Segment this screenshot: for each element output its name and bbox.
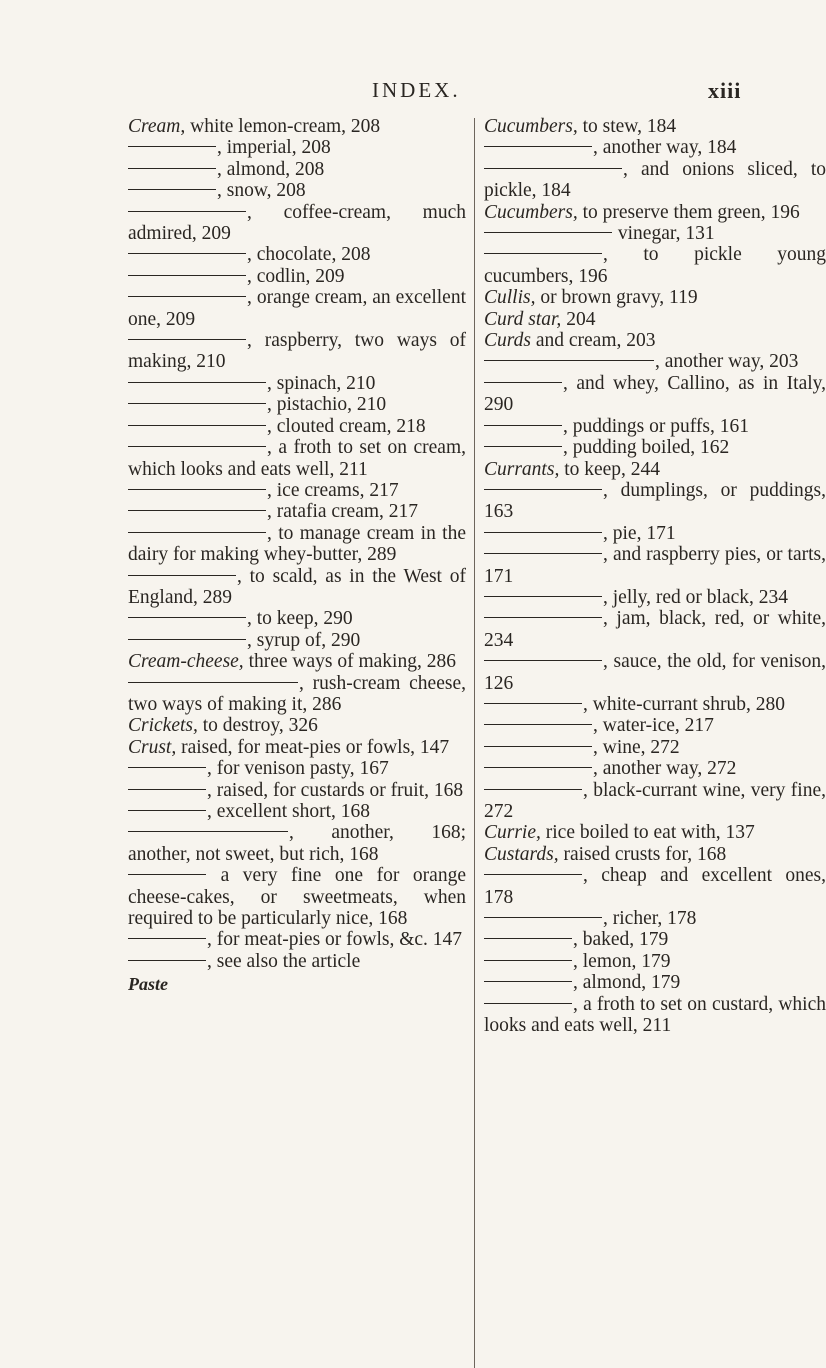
- index-entry: [484, 737, 826, 758]
- index-entry: [484, 844, 826, 865]
- index-entry: [128, 566, 466, 609]
- index-entry: [128, 929, 466, 950]
- entry-text: , for meat-pies or fowls, &c. 147: [207, 929, 463, 951]
- entry-text: three ways of making, 286: [243, 651, 456, 673]
- entry-text: or brown gravy, 119: [535, 287, 698, 309]
- index-entry: [484, 780, 826, 823]
- entry-text: , chocolate, 208: [247, 244, 371, 266]
- index-entry: [128, 394, 466, 415]
- entry-heading: Cream-cheese,: [128, 651, 244, 673]
- ditto-rule: [484, 703, 582, 704]
- ditto-rule: [128, 253, 246, 254]
- catchword: Paste: [128, 974, 168, 995]
- ditto-rule: [128, 382, 266, 383]
- entry-text: , syrup of, 290: [247, 629, 361, 651]
- index-entry: [484, 244, 826, 287]
- entry-text: , coffee-cream, much admired, 209: [128, 201, 466, 245]
- entry-text: rice boiled to eat with, 137: [540, 822, 755, 844]
- entry-text: and cream, 203: [530, 330, 656, 352]
- ditto-rule: [484, 746, 592, 747]
- ditto-rule: [128, 960, 206, 961]
- entry-text: , lemon, 179: [573, 950, 671, 972]
- entry-text: , imperial, 208: [217, 137, 331, 159]
- entry-text: , black-currant wine, very fine, 272: [484, 779, 826, 822]
- entry-text: , and whey, Callino, as in Italy, 290: [484, 372, 826, 416]
- index-entry: [128, 116, 466, 137]
- entry-text: , cheap and excellent ones, 178: [484, 865, 826, 908]
- entry-text: , a froth to set on cream, which looks and eats well, 211: [128, 437, 466, 480]
- ditto-rule: [484, 789, 582, 790]
- index-entry: [128, 523, 466, 566]
- index-entry: [128, 266, 466, 287]
- index-entry: [128, 865, 466, 929]
- ditto-rule: [484, 981, 572, 982]
- index-entry: [128, 651, 466, 672]
- entry-text: white lemon-cream, 208: [185, 116, 381, 137]
- index-entry: [484, 822, 826, 843]
- ditto-rule: [484, 425, 562, 426]
- index-entry: [128, 416, 466, 437]
- index-entry: [128, 501, 466, 522]
- index-entry: [484, 437, 826, 458]
- right-index-column: [484, 116, 826, 1036]
- entry-heading: Cream,: [128, 116, 186, 137]
- index-entry: [484, 651, 826, 694]
- ditto-rule: [128, 211, 246, 212]
- index-entry: [484, 480, 826, 523]
- ditto-rule: [484, 489, 602, 490]
- entry-text: , pudding boiled, 162: [563, 437, 730, 459]
- index-entry: [128, 330, 466, 373]
- index-entry: [484, 951, 826, 972]
- index-entry: [128, 780, 466, 801]
- ditto-rule: [128, 789, 206, 790]
- entry-text: , to manage cream in the dairy for making whey-butter, 289: [128, 522, 466, 566]
- entry-heading: Curds: [484, 330, 531, 352]
- index-entry: [128, 822, 466, 865]
- entry-text: , a froth to set on custard, which looks and eats well, 211: [484, 993, 826, 1037]
- index-entry: [484, 287, 826, 308]
- entry-text: 204: [561, 308, 596, 330]
- index-entry: [484, 694, 826, 715]
- ditto-rule: [484, 660, 602, 661]
- entry-text: raised, for meat-pies or fowls, 147: [176, 736, 450, 758]
- index-entry: [128, 373, 466, 394]
- index-entry: [128, 244, 466, 265]
- entry-text: , ice creams, 217: [267, 479, 399, 501]
- entry-text: , almond, 179: [573, 972, 681, 994]
- ditto-rule: [128, 296, 246, 297]
- index-entry: [484, 202, 826, 223]
- entry-text: , puddings or puffs, 161: [563, 415, 749, 437]
- entry-heading: Cullis,: [484, 287, 536, 309]
- index-entry: [484, 715, 826, 736]
- ditto-rule: [484, 168, 622, 169]
- entry-text: , to pickle young cucumbers, 196: [484, 244, 826, 287]
- entry-text: , excellent short, 168: [207, 801, 370, 822]
- index-entry: [128, 737, 466, 758]
- ditto-rule: [128, 275, 246, 276]
- index-entry: [484, 544, 826, 587]
- entry-text: , codlin, 209: [247, 265, 345, 287]
- entry-text: , another way, 184: [593, 137, 737, 159]
- page-number: xiii: [708, 78, 742, 103]
- index-entry: [484, 459, 826, 480]
- entry-text: raised crusts for, 168: [558, 843, 727, 865]
- ditto-rule: [484, 1003, 572, 1004]
- entry-text: a very fine one for orange cheese-cakes, or sweetmeats, when required to be particularly nice, 168: [128, 865, 466, 930]
- index-entry: [484, 608, 826, 651]
- running-title: INDEX.: [372, 78, 461, 102]
- entry-text: , rush-cream cheese, two ways of making it, 286: [128, 672, 466, 715]
- entry-text: , to scald, as in the West of England, 289: [128, 565, 466, 608]
- index-entry: [128, 673, 466, 716]
- ditto-rule: [128, 810, 206, 811]
- ditto-rule: [128, 532, 266, 533]
- ditto-rule: [128, 339, 246, 340]
- index-entry: [128, 758, 466, 779]
- ditto-rule: [128, 403, 266, 404]
- entry-text: , for venison pasty, 167: [207, 758, 389, 780]
- entry-text: , jelly, red or black, 234: [603, 586, 789, 608]
- entry-text: , richer, 178: [603, 908, 697, 930]
- entry-text: , sauce, the old, for venison, 126: [484, 651, 826, 694]
- entry-text: , orange cream, an excellent one, 209: [128, 287, 466, 330]
- index-entry: [128, 159, 466, 180]
- ditto-rule: [484, 360, 654, 361]
- left-index-column: [128, 116, 466, 996]
- ditto-rule: [128, 575, 236, 576]
- ditto-rule: [484, 232, 612, 233]
- index-entry: [128, 287, 466, 330]
- ditto-rule: [128, 510, 266, 511]
- index-entry: [128, 951, 466, 972]
- entry-text: , almond, 208: [217, 158, 325, 180]
- entry-heading: Cucumbers,: [484, 201, 578, 223]
- entry-text: vinegar, 131: [613, 223, 715, 245]
- entry-text: to keep, 244: [559, 458, 661, 480]
- entry-text: to destroy, 326: [197, 715, 318, 737]
- ditto-rule: [128, 425, 266, 426]
- entry-text: , another way, 272: [593, 758, 737, 780]
- ditto-rule: [484, 382, 562, 383]
- ditto-rule: [128, 189, 216, 190]
- entry-text: , baked, 179: [573, 929, 669, 951]
- index-entry: [128, 137, 466, 158]
- entry-text: , another way, 203: [655, 351, 799, 373]
- entry-text: , dumplings, or puddings, 163: [484, 479, 826, 523]
- entry-text: , water-ice, 217: [593, 715, 714, 737]
- index-entry: [484, 330, 826, 351]
- ditto-rule: [128, 682, 298, 683]
- entry-text: , clouted cream, 218: [267, 415, 426, 437]
- entry-text: , and raspberry pies, or tarts, 171: [484, 544, 826, 587]
- entry-text: , wine, 272: [593, 736, 680, 758]
- entry-text: , spinach, 210: [267, 372, 376, 394]
- index-entry: [484, 587, 826, 608]
- index-entry: [484, 309, 826, 330]
- entry-heading: Cucumbers,: [484, 116, 578, 137]
- ditto-rule: [128, 146, 216, 147]
- index-entry: [128, 180, 466, 201]
- ditto-rule: [484, 938, 572, 939]
- index-entry: [484, 351, 826, 372]
- ditto-rule: [128, 168, 216, 169]
- entry-text: , jam, black, red, or white, 234: [484, 608, 826, 651]
- entry-text: , to keep, 290: [247, 608, 353, 630]
- entry-text: , raised, for custards or fruit, 168: [207, 779, 464, 801]
- ditto-rule: [484, 596, 602, 597]
- index-entry: [484, 116, 826, 137]
- index-entry: [128, 480, 466, 501]
- index-entry: [484, 908, 826, 929]
- page-header: [0, 78, 800, 106]
- entry-heading: Currie,: [484, 822, 541, 844]
- entry-heading: Currants,: [484, 458, 560, 480]
- ditto-rule: [484, 146, 592, 147]
- entry-text: , another, 168; another, not sweet, but rich, 168: [128, 822, 466, 865]
- entry-text: , white-currant shrub, 280: [583, 693, 785, 715]
- ditto-rule: [128, 446, 266, 447]
- ditto-rule: [484, 553, 602, 554]
- column-divider: [474, 118, 475, 1368]
- ditto-rule: [484, 917, 602, 918]
- ditto-rule: [128, 874, 206, 875]
- ditto-rule: [128, 617, 246, 618]
- entry-text: , ratafia cream, 217: [267, 501, 419, 523]
- ditto-rule: [484, 617, 602, 618]
- ditto-rule: [484, 874, 582, 875]
- index-entry: [484, 416, 826, 437]
- ditto-rule: [484, 724, 592, 725]
- entry-text: , snow, 208: [217, 180, 306, 202]
- entry-heading: Custards,: [484, 843, 559, 865]
- index-entry: [128, 202, 466, 245]
- entry-text: to stew, 184: [577, 116, 677, 137]
- ditto-rule: [484, 767, 592, 768]
- ditto-rule: [484, 253, 602, 254]
- index-entry: [484, 223, 826, 244]
- entry-text: to preserve them green, 196: [577, 201, 800, 223]
- index-entry: [484, 865, 826, 908]
- index-entry: [484, 137, 826, 158]
- entry-text: , raspberry, two ways of making, 210: [128, 330, 466, 373]
- index-entry: [484, 929, 826, 950]
- index-entry: [128, 437, 466, 480]
- entry-text: , pie, 171: [603, 522, 676, 544]
- index-entry: [484, 159, 826, 202]
- ditto-rule: [128, 831, 288, 832]
- ditto-rule: [484, 960, 572, 961]
- entry-heading: Curd star,: [484, 308, 562, 330]
- index-entry: [128, 715, 466, 736]
- entry-heading: Crickets,: [128, 715, 198, 737]
- entry-text: , and onions sliced, to pickle, 184: [484, 158, 826, 202]
- ditto-rule: [128, 489, 266, 490]
- ditto-rule: [128, 938, 206, 939]
- index-entry: [484, 994, 826, 1037]
- ditto-rule: [484, 532, 602, 533]
- index-entry: [484, 373, 826, 416]
- entry-heading: Crust,: [128, 736, 177, 758]
- index-entry: [128, 630, 466, 651]
- index-entry: [484, 523, 826, 544]
- entry-text: , pistachio, 210: [267, 394, 387, 416]
- ditto-rule: [128, 767, 206, 768]
- index-entry: [128, 608, 466, 629]
- index-entry: [484, 758, 826, 779]
- ditto-rule: [484, 446, 562, 447]
- ditto-rule: [128, 639, 246, 640]
- entry-text: , see also the article: [207, 950, 361, 972]
- index-entry: [128, 801, 466, 822]
- index-entry: [484, 972, 826, 993]
